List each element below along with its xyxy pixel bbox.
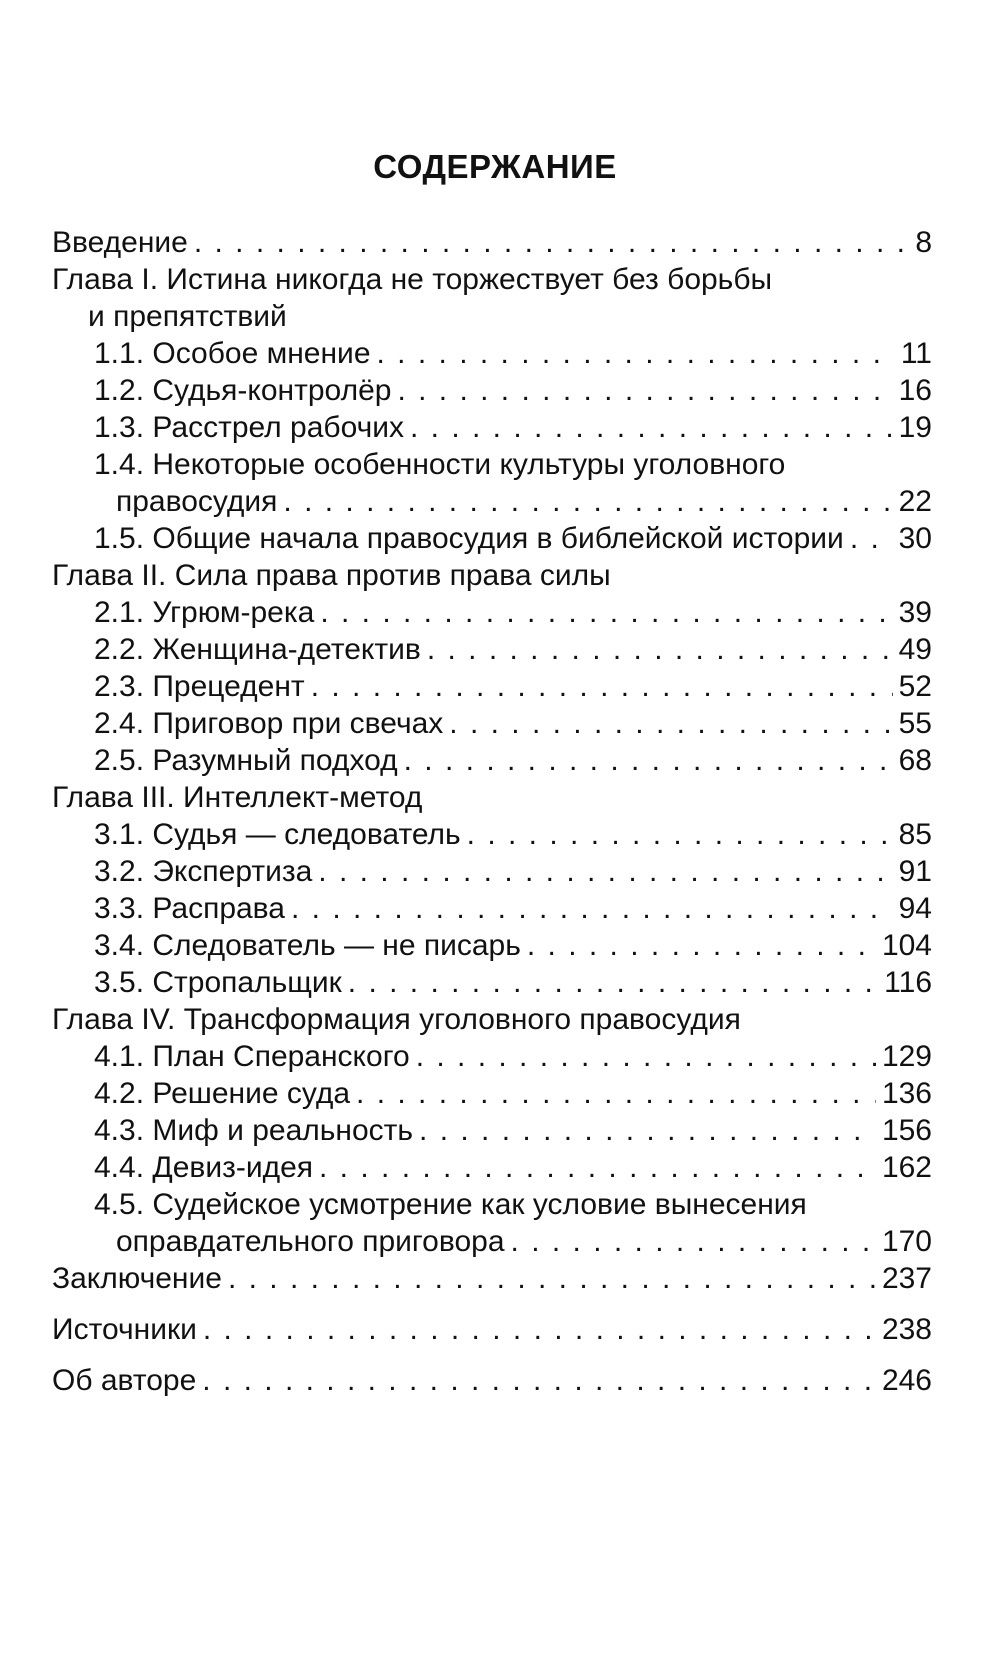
- entry-label: 2.5. Разумный подход: [94, 744, 398, 777]
- toc-entry: [52, 335, 932, 372]
- entry-page: 91: [898, 855, 932, 888]
- page-title: СОДЕРЖАНИЕ: [373, 148, 617, 185]
- entry-page: 162: [881, 1151, 932, 1184]
- chapter-label: Глава IV. Трансформация уголовного правосудия: [52, 1003, 741, 1036]
- entry-label: 2.2. Женщина-детектив: [94, 633, 421, 666]
- dot-leader: [850, 520, 893, 557]
- entry-page: 52: [898, 670, 932, 703]
- entry-label: Об авторе: [52, 1364, 197, 1397]
- entry-page: 30: [898, 522, 932, 555]
- toc-chapter-1: [52, 261, 932, 298]
- dot-leader: [319, 1149, 876, 1186]
- entry-page: 11: [900, 337, 932, 370]
- dot-leader: [291, 890, 893, 927]
- entry-label: 4.4. Девиз-идея: [94, 1151, 314, 1184]
- toc-entry-first-line: [52, 1186, 932, 1223]
- entry-page: 19: [898, 411, 932, 444]
- entry-label: 2.4. Приговор при свечах: [94, 707, 444, 740]
- entry-page: 8: [915, 226, 932, 259]
- entry-label: 2.1. Угрюм-река: [94, 596, 315, 629]
- toc-entry: [52, 964, 932, 1001]
- entry-page: 94: [898, 892, 932, 925]
- toc-chapter-2: [52, 557, 932, 594]
- entry-label: 4.5. Судейское усмотрение как условие вынесения: [94, 1188, 807, 1221]
- toc-entry: [52, 927, 932, 964]
- dot-leader: [203, 1311, 876, 1348]
- entry-label: 3.4. Следователь — не писарь: [94, 929, 521, 962]
- dot-leader: [427, 631, 893, 668]
- toc-entry: [52, 668, 932, 705]
- entry-page: 104: [881, 929, 932, 962]
- toc-entry-conclusion: [52, 1260, 932, 1297]
- dot-leader: [377, 335, 895, 372]
- entry-page: 156: [881, 1114, 932, 1147]
- entry-label: правосудия: [116, 485, 278, 518]
- dot-leader: [228, 1260, 876, 1297]
- dot-leader: [416, 1038, 876, 1075]
- entry-page: 129: [881, 1040, 932, 1073]
- toc-entry-sources: [52, 1311, 932, 1348]
- dot-leader: [467, 816, 893, 853]
- entry-label: Введение: [52, 226, 188, 259]
- entry-page: 16: [898, 374, 932, 407]
- entry-label: 4.2. Решение суда: [94, 1077, 351, 1110]
- toc-entry: [52, 816, 932, 853]
- toc-entry: [52, 1149, 932, 1186]
- entry-page: 22: [898, 485, 932, 518]
- toc-entry: [52, 742, 932, 779]
- toc-entry: [52, 890, 932, 927]
- toc-chapter-4: [52, 1001, 932, 1038]
- dot-leader: [410, 409, 893, 446]
- toc-entry: [52, 1223, 932, 1260]
- toc-entry: [52, 705, 932, 742]
- toc-entry: [52, 594, 932, 631]
- entry-page: 55: [898, 707, 932, 740]
- dot-leader: [348, 964, 878, 1001]
- toc-entry: [52, 1075, 932, 1112]
- entry-label: 1.3. Расстрел рабочих: [94, 411, 404, 444]
- toc-chapter-1-cont: [52, 298, 932, 335]
- toc-entry-introduction: [52, 224, 932, 261]
- toc-entry: [52, 372, 932, 409]
- entry-label: 1.2. Судья-контролёр: [94, 374, 392, 407]
- entry-page: 246: [881, 1364, 932, 1397]
- entry-label: 4.3. Миф и реальность: [94, 1114, 414, 1147]
- entry-page: 116: [884, 966, 932, 999]
- entry-label: 4.1. План Сперанского: [94, 1040, 410, 1073]
- entry-label: Источники: [52, 1313, 197, 1346]
- dot-leader: [511, 1223, 876, 1260]
- entry-page: 49: [898, 633, 932, 666]
- toc-entry: [52, 409, 932, 446]
- dot-leader: [404, 742, 893, 779]
- toc-entry: [52, 483, 932, 520]
- entry-page: 136: [881, 1077, 932, 1110]
- toc-entry: [52, 853, 932, 890]
- dot-leader: [449, 705, 892, 742]
- entry-label: 1.1. Особое мнение: [94, 337, 371, 370]
- entry-label: 3.3. Расправа: [94, 892, 285, 925]
- entry-label: 3.5. Стропальщик: [94, 966, 342, 999]
- entry-label: 2.3. Прецедент: [94, 670, 305, 703]
- entry-page: 68: [898, 744, 932, 777]
- entry-label: 1.4. Некоторые особенности культуры уголовного: [94, 448, 786, 481]
- toc-entry: [52, 520, 932, 557]
- entry-label: Заключение: [52, 1262, 222, 1295]
- table-of-contents: [52, 224, 932, 1399]
- dot-leader: [194, 224, 909, 261]
- entry-label: 3.1. Судья — следователь: [94, 818, 461, 851]
- chapter-label-cont: и препятствий: [88, 300, 287, 333]
- entry-page: 85: [898, 818, 932, 851]
- entry-page: 39: [898, 596, 932, 629]
- dot-leader: [356, 1075, 876, 1112]
- dot-leader: [283, 483, 892, 520]
- entry-page: 170: [881, 1225, 932, 1258]
- toc-entry: [52, 1112, 932, 1149]
- chapter-label: Глава III. Интеллект-метод: [52, 781, 423, 814]
- dot-leader: [320, 594, 892, 631]
- dot-leader: [318, 853, 892, 890]
- dot-leader: [419, 1112, 876, 1149]
- dot-leader: [397, 372, 892, 409]
- dot-leader: [202, 1362, 876, 1399]
- toc-entry-first-line: [52, 446, 932, 483]
- entry-page: 238: [881, 1313, 932, 1346]
- toc-entry-about-author: [52, 1362, 932, 1399]
- entry-label: оправдательного приговора: [116, 1225, 505, 1258]
- chapter-label: Глава II. Сила права против права силы: [52, 559, 611, 592]
- entry-label: 1.5. Общие начала правосудия в библейской истории: [94, 522, 844, 555]
- dot-leader: [527, 927, 876, 964]
- toc-entry: [52, 1038, 932, 1075]
- toc-entry: [52, 631, 932, 668]
- toc-chapter-3: [52, 779, 932, 816]
- entry-label: 3.2. Экспертиза: [94, 855, 313, 888]
- dot-leader: [311, 668, 893, 705]
- entry-page: 237: [881, 1262, 932, 1295]
- chapter-label: Глава I. Истина никогда не торжествует без борьбы: [52, 263, 773, 296]
